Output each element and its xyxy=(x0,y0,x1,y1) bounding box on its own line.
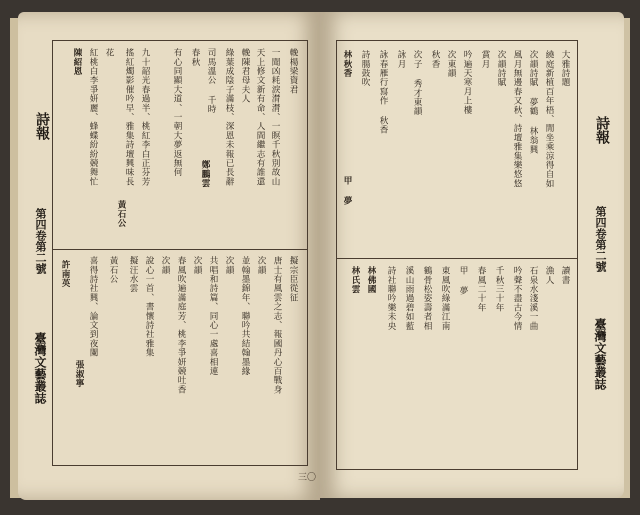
right-bottom-col: 漁人 xyxy=(544,266,554,285)
right-bottom-col: 鶴骨松姿壽者相 xyxy=(422,266,432,331)
left-top-col: 紅桃白李爭妍麗、蜂蝶紛紛競舞忙 xyxy=(88,48,98,186)
left-top-col: 有心同顯大道、一朝大夢返無何 xyxy=(172,48,182,177)
left-top-col: 一聞凶耗淚潸潸、一瞑千秋別故山 xyxy=(270,48,280,186)
right-bottom-col: 詩社聯吟樂未央 xyxy=(386,266,396,331)
right-bottom-col: 千秋三十年 xyxy=(494,266,504,312)
right-bottom-col: 石泉水淺溪一曲 xyxy=(528,266,538,331)
left-author-name: 許南英 xyxy=(60,260,70,288)
left-bottom-col: 次韻 xyxy=(160,256,170,275)
right-top-col: 詠春雁行寫作 秋香 xyxy=(378,50,388,135)
left-author-name: 陳紹恩 xyxy=(72,48,82,76)
right-author-name: 林佛國 xyxy=(366,266,376,294)
left-author-name: 張淑寧 xyxy=(74,360,84,388)
left-bottom-col: 共唱和詩篇、同心一處喜相連 xyxy=(208,256,218,376)
left-bottom-col: 擬汪水雲 xyxy=(128,256,138,293)
right-top-col: 大雅詩題 xyxy=(560,50,570,87)
left-top-col: 天上修文新有命、人間繼志有誰還 xyxy=(255,48,265,186)
right-bottom-col: 吟聲不盡古今情 xyxy=(512,266,522,331)
left-top-col: 花 xyxy=(104,48,114,58)
left-bottom-col: 唐士有風雲之志、報國丹心百戰身 xyxy=(272,256,282,394)
right-header-journal: 臺灣文藝叢誌 xyxy=(593,318,607,390)
left-header-volume: 第四卷第二號 xyxy=(34,208,47,274)
left-bottom-col: 次韻 xyxy=(256,256,266,275)
right-top-col: 次韻詩賦 xyxy=(496,50,506,87)
left-header-journal: 臺灣文藝叢誌 xyxy=(33,332,47,404)
left-top-col: 搖紅燭影催吟早、雅集詩壇興味長 xyxy=(124,48,134,186)
left-bottom-col: 次韻 xyxy=(224,256,234,275)
left-top-col: 春秋 xyxy=(190,48,200,67)
right-top-col: 賞月 xyxy=(480,50,490,69)
right-top-col: 次子 秀才東韻 xyxy=(412,50,422,116)
left-header-title: 詩報 xyxy=(34,112,50,140)
left-divider xyxy=(52,249,308,250)
left-top-col: 輓楊梁資君 xyxy=(288,48,298,94)
left-top-col: 九十韶光春過半、桃紅李白正芬芳 xyxy=(140,48,150,186)
right-author-name: 甲 夢 xyxy=(342,176,352,205)
right-top-col: 次韻詩賦 夢鶴 林翁興 xyxy=(528,50,538,154)
right-divider xyxy=(336,258,578,259)
right-top-col: 詩腸鼓吹 xyxy=(360,50,370,87)
right-bottom-col: 溪山雨過碧如藍 xyxy=(404,266,414,331)
right-bottom-col: 春風二十年 xyxy=(476,266,486,312)
right-author-name: 林氏雲 xyxy=(350,266,360,294)
left-bottom-col: 說心一首、書懷詩社雅集 xyxy=(144,256,154,358)
left-bottom-col: 次韻 xyxy=(192,256,202,275)
right-bottom-col: 東風吹綠滿江南 xyxy=(440,266,450,331)
right-bottom-col: 甲 夢 xyxy=(458,266,468,295)
right-top-col: 秋香 xyxy=(430,50,440,69)
left-bottom-col: 擬宗臣從征 xyxy=(288,256,298,302)
right-bottom-col: 讀書 xyxy=(560,266,570,285)
left-bottom-col: 並翰墨錦年、聯吟共結翰墨緣 xyxy=(240,256,250,376)
left-bottom-col: 喜得詩社興、論文到夜闌 xyxy=(88,256,98,358)
right-top-col: 吟遍天寒月上樓 xyxy=(462,50,472,115)
left-top-col: 綠葉成陰子滿枝、深恩未報已長辭 xyxy=(224,48,234,186)
right-top-col: 詠月 xyxy=(396,50,406,69)
right-top-col: 繞庭新植百年梧、閒坐乘涼得自如 xyxy=(544,50,554,188)
right-top-col: 次東韻 xyxy=(446,50,456,78)
right-header-title: 詩報 xyxy=(594,116,610,144)
left-bottom-col: 黃石公 xyxy=(108,256,118,284)
right-author-name: 林秋香 xyxy=(342,50,352,78)
page-number: 三〇 xyxy=(298,473,317,483)
right-top-col: 風月無邊春又秋、詩壇雅集樂悠悠 xyxy=(512,50,522,188)
left-top-col: 司馬溫公 千時 xyxy=(206,48,216,114)
left-top-col: 輓陳君母夫人 xyxy=(240,48,250,104)
left-bottom-col: 春風吹遍滿庭芳、桃李爭妍競吐香 xyxy=(176,256,186,394)
left-author-name: 黃石公 xyxy=(116,200,126,228)
right-header-volume: 第四卷第二號 xyxy=(594,206,607,272)
left-author-name: 鄭鵬雲 xyxy=(200,160,210,188)
